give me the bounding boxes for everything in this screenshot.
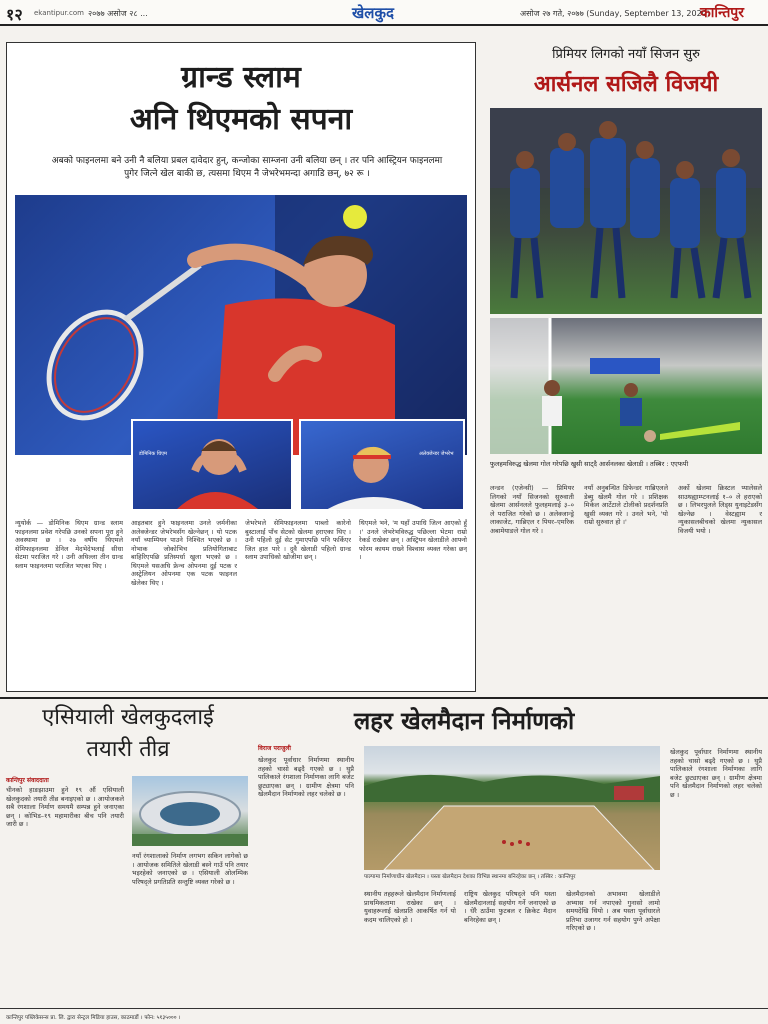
date-right: असोज २७ गते, २०७७ (Sunday, September 13, 2020)	[520, 9, 710, 18]
footer: कान्तिपुर पब्लिकेसन्स प्रा. लि. द्वारा सेन्ट्रल मिडिया हाउस, काठमाडौं । फोन: ५१३५००० ।	[0, 1008, 768, 1024]
section-name: खेलकुद	[352, 4, 394, 22]
bottom-right-caption: पाल्पामा निर्माणाधीन खेलमैदान । यस्ता खेलमैदान देशका विभिन्न स्थानमा बनिरहेका छन् । तस्बिर : कान्तिपुर	[364, 874, 576, 880]
arsenal-celebration-photo	[490, 108, 762, 314]
brand-logo: कान्तिपुर	[700, 5, 744, 21]
tennis-illustration	[15, 195, 467, 455]
bottom-right-body-col3: खेलमैदानको अभावमा खेलाडीले अभ्यास गर्न नपाएको गुनासो लामो समयदेखि थियो । अब यस्ता पूर्वाधारले प्रतिभा उजागर गर्न सहयोग पुग्ने अपेक्षा गरिएको छ ।	[566, 890, 660, 932]
bottom-left-body-col1: चीनको हाङझाउमा हुने १९ औं एसियाली खेलकुदको तयारी तीव्र बनाइएको छ । आयोजकले सबै रंगशाला निर्माण समयमै सम्पन्न हुने जनाएका छन् । कोभिड–१९ महामारीका बीच पनि तयारी जारी छ ।	[6, 786, 124, 828]
inset-photo-thiem	[131, 419, 293, 511]
bottom-left-headline-line1: एसियाली खेलकुदलाई	[42, 705, 214, 730]
main-body-col4: थिएमले भने, 'म यहाँ उपाधि जित्न आएको हुँ ।' उनले जेभरेभविरुद्ध पछिल्ला भेटमा राम्रो रेकर्ड राखेका छन् । अस्ट्रियन खेलाडीले आफ्नो फोरम कायम राख्ने विश्वास व्यक्त गरेका छन् ।	[359, 519, 467, 561]
masthead	[0, 0, 768, 26]
main-body-col2: आइतबार हुने फाइनलमा उनले जर्मनीका अलेक्जेन्डर जेभरेभसँग खेल्नेछन् । यो पटक नयाँ च्याम्पियन पाउने निश्चित भएको छ । नोभाक जोकोभिच प्रतियोगिताबाट बाहिरिएपछि प्रतिस्पर्धा खुला भएको छ । थिएमले यसअघि फ्रेन्च ओपनमा दुई पटक र अस्ट्रेलियन ओपनमा एक पटक फाइनल खेलेका थिए ।	[131, 519, 237, 587]
right-body-col2: नयाँ अनुबन्धित डिफेन्डर गाब्रिएलले डेब्यु खेलमै गोल गरे । प्रशिक्षक मिकेल आर्टेटाले टोलीको प्रदर्शनप्रति खुसी व्यक्त गरे । उनले भने, 'यो राम्रो सुरुवात हो ।'	[584, 484, 668, 526]
arsenal-celebration-illustration	[490, 108, 762, 314]
inset-zverev-illustration	[301, 421, 465, 511]
main-headline-line1: ग्रान्ड स्लाम	[181, 60, 301, 95]
main-dek: अबको फाइनलमा बने उनी नै बलिया प्रबल दावेदार हुन्, कन्जोका साम्जना उनी बलिया छन् । तर पनि आस्ट्रियन फाइनलमा पुगेर जित्ने खेल बाकी छ, त्यसमा थिएम नै जेभरेभमन्दा अगाडि छन्, ७२ रू ।	[51, 156, 443, 179]
main-body-col1: न्युयोर्क — डोमिनिक थिएम ग्रान्ड स्लाम फाइनलमा प्रवेश गरेपछि उनको सपना पूरा हुने अवस्थामा छ । २७ वर्षीय थिएमले सेमिफाइनलमा डेनिल मेदभेदेभलाई सीधा सेटमा पराजित गरे । उनी अघिल्ला तीन ग्रान्ड स्लाम फाइनलमा पराजित भएका थिए ।	[15, 519, 123, 570]
right-body-col1: लन्डन (एजेन्सी) — प्रिमियर लिगको नयाँ सिजनको सुरुवाती खेलमा आर्सनलले फुलहमलाई ३–० ले पराजित गरेको छ । अलेक्जान्ड्रे लाकाजेट, गाब्रिएल र पियर–एमरिक अबामेयाङले गोल गरे ।	[490, 484, 574, 535]
stadium-illustration	[132, 776, 248, 846]
section-divider	[0, 697, 768, 699]
bottom-left-headline-line2: तयारी तीव्र	[86, 737, 170, 762]
tennis-player-photo	[15, 195, 467, 455]
bottom-left-byline: कान्तिपुर संवाददाता	[6, 777, 49, 784]
playground-photo	[364, 746, 660, 870]
right-kicker: प्रिमियर लिगको नयाँ सिजन सुरु	[552, 47, 700, 62]
page-number: १२	[6, 5, 23, 24]
main-headline	[7, 57, 475, 141]
main-story	[6, 42, 476, 692]
inset1-caption: डोमिनिक थिएम	[139, 451, 167, 457]
bottom-right-headline: लहर खेलमैदान निर्माणको	[354, 706, 575, 735]
goalmouth-illustration	[490, 318, 762, 454]
bottom-middle-body: खेलकुद पूर्वाधार निर्माणमा स्थानीय तहको चासो बढ्दै गएको छ । थुप्रै पालिकाले रंगशाला निर्माणका लागि बजेट छुट्याएका छन् । ग्रामीण क्षेत्रमा पनि खेलमैदान निर्माणको लहर चलेको छ ।	[258, 756, 354, 798]
bottom-left-headline	[8, 702, 248, 766]
goalmouth-action-photo	[490, 318, 762, 454]
stadium-photo	[132, 776, 248, 846]
inset-thiem-illustration	[133, 421, 293, 511]
main-headline-line2: अनि थिएमको सपना	[129, 102, 353, 137]
main-body-col3: जेभरेभले सेमिफाइनलमा पाब्लो कारेनो बुस्टालाई पाँच सेटको खेलमा हराएका थिए । उनी पहिलो दुई सेट गुमाएपछि पनि फर्किएर जित हात पारे । दुवै खेलाडी पहिलो ग्रान्ड स्लाम उपाधिको खोजीमा छन् ।	[245, 519, 351, 561]
bottom-right-body-col1: स्थानीय तहहरूले खेलमैदान निर्माणलाई प्राथमिकतामा राखेका छन् । युवाहरूलाई खेलप्रति आकर्षित गर्न यो कदम चालिएको हो ।	[364, 890, 456, 924]
bottom-middle-byline: विराज पराजुली	[258, 745, 291, 752]
site-url[interactable]: ekantipur.com	[34, 9, 84, 17]
bottom-left-body-col2: नयाँ रंगशालाको निर्माण लगभग सकिन लागेको छ । आयोजक समितिले खेलाडी बस्ने गाउँ पनि तयार भइरहेको जनाएको छ । एसियाली ओलम्पिक परिषद्ले प्रगतिप्रति सन्तुष्टि व्यक्त गरेको छ ।	[132, 852, 248, 886]
bottom-right-body-col2: राष्ट्रिय खेलकुद परिषद्ले पनि यस्ता खेलमैदानलाई सहयोग गर्ने जनाएको छ । धेरै ठाउँमा फुटबल र क्रिकेट मैदान बनिरहेका छन् ।	[464, 890, 556, 924]
inset2-caption: अलेक्जेन्डर जेभरेभ	[419, 451, 454, 457]
bottom-right-side-col: खेलकुद पूर्वाधार निर्माणमा स्थानीय तहको चासो बढ्दै गएको छ । थुप्रै पालिकाले रंगशाला निर्माणका लागि बजेट छुट्याएका छन् । ग्रामीण क्षेत्रमा पनि खेलमैदान निर्माणको लहर चलेको छ ।	[670, 748, 762, 799]
right-body-col3: अर्को खेलमा क्रिस्टल प्यालेसले साउथह्याम्प्टनलाई १–० ले हराएको छ । लिभरपुलले लिड्स युनाइटेडसँग खेल्नेछ । वेस्टह्याम र न्युकासलबीचको खेलमा न्युकासल विजयी भयो ।	[678, 484, 762, 535]
playground-illustration	[364, 746, 660, 870]
right-photo-caption: फुलहमविरुद्ध खेलमा गोल गरेपछि खुसी साट्दै आर्सनलका खेलाडी । तस्बिर : एएफपी	[490, 460, 689, 468]
date-left: २०७७ असोज २८ ...	[88, 9, 148, 18]
inset-photo-zverev	[299, 419, 465, 511]
right-headline: आर्सनल सजिलै विजयी	[533, 71, 719, 97]
